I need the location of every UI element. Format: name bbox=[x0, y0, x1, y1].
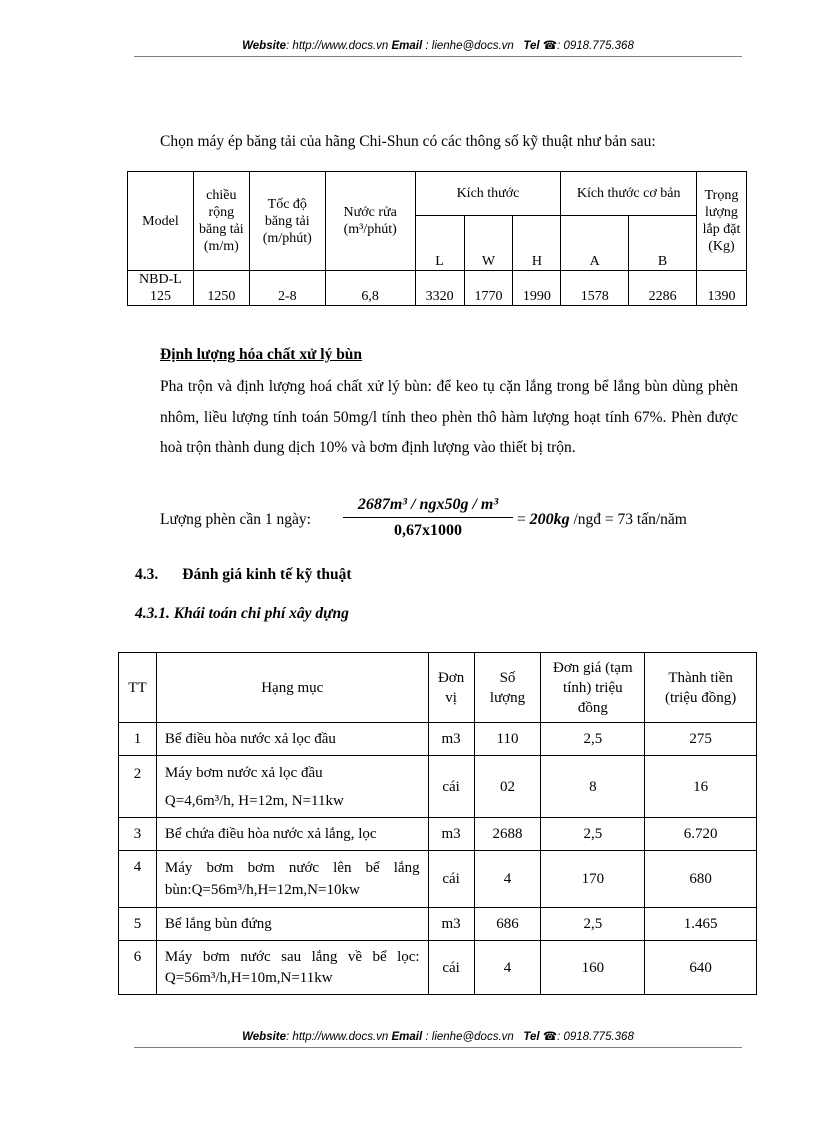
spec-H: 1990 bbox=[513, 271, 561, 306]
cost-unit: cái bbox=[428, 756, 474, 818]
intro-text: Chọn máy ép băng tải của hãng Chi-Shun có các thông số kỹ thuật như bản sau: bbox=[160, 133, 656, 150]
cost-item bbox=[156, 941, 428, 995]
page-footer bbox=[134, 1029, 742, 1043]
spec-W: 1770 bbox=[464, 271, 513, 306]
heading-4-3 bbox=[135, 566, 352, 584]
header-email[interactable]: : lienhe@docs.vn bbox=[425, 40, 514, 52]
cost-qty: 4 bbox=[474, 941, 541, 995]
cost-price: 2,5 bbox=[541, 723, 645, 756]
cost-price: 2,5 bbox=[541, 908, 645, 941]
spec-header-base: Kích thước cơ bản bbox=[561, 172, 697, 216]
header-website-label: Website bbox=[242, 40, 287, 52]
cost-item bbox=[156, 851, 428, 908]
cost-qty: 110 bbox=[474, 723, 541, 756]
section-chem-title: Định lượng hóa chất xử lý bùn bbox=[160, 346, 363, 363]
cost-tt: 2 bbox=[119, 756, 157, 818]
cost-total: 680 bbox=[645, 851, 757, 908]
cost-item-line2: Q=56m³/h,H=10m,N=11kw bbox=[164, 969, 333, 986]
cost-price: 2,5 bbox=[541, 818, 645, 851]
cost-item: Bể chứa điều hòa nước xả lắng, lọc bbox=[156, 818, 428, 851]
spec-header-L: L bbox=[415, 216, 464, 271]
cost-item: Bể điều hòa nước xả lọc đầu bbox=[156, 723, 428, 756]
formula-equals: = bbox=[517, 511, 526, 528]
footer-tel-label: Tel bbox=[523, 1031, 540, 1043]
cost-unit: cái bbox=[428, 851, 474, 908]
cost-price: 160 bbox=[541, 941, 645, 995]
spec-header-W: W bbox=[464, 216, 513, 271]
cost-qty: 4 bbox=[474, 851, 541, 908]
heading-4-3-number: 4.3. bbox=[135, 566, 159, 583]
cost-item: Bể lắng bùn đứng bbox=[156, 908, 428, 941]
cost-tt: 4 bbox=[119, 851, 157, 908]
cost-price: 8 bbox=[541, 756, 645, 818]
cost-unit: cái bbox=[428, 941, 474, 995]
cost-header-price: Đơn giá (tạm tính) triệu đồng bbox=[541, 653, 645, 723]
footer-rule bbox=[134, 1047, 742, 1048]
cost-total: 16 bbox=[645, 756, 757, 818]
section-chem-paragraph: Pha trộn và định lượng hoá chất xử lý bùn: để keo tụ cặn lắng trong bể lắng bùn dùng phèn nhôm, liều lượng tính toán 50mg/l tính theo phèn thô hàm lượng hoạt tính 67%. Phèn được hoà trộn thành dung dịch 10% và bơm định lượng vào thiết bị trộn. bbox=[160, 378, 738, 456]
formula-numerator: 2687m³ / ngx50g / m³ bbox=[343, 496, 513, 518]
spec-B: 2286 bbox=[629, 271, 697, 306]
table-row bbox=[119, 908, 757, 941]
cost-item bbox=[156, 756, 428, 818]
cost-qty: 2688 bbox=[474, 818, 541, 851]
spec-header-A: A bbox=[561, 216, 629, 271]
page-header bbox=[134, 38, 742, 52]
spec-water: 6,8 bbox=[325, 271, 415, 306]
cost-header-qty: Số lượng bbox=[474, 653, 541, 723]
spec-header-H: H bbox=[513, 216, 561, 271]
spec-header-model: Model bbox=[128, 172, 194, 271]
spec-table bbox=[127, 171, 747, 306]
phone-icon: ☎ bbox=[542, 40, 558, 52]
formula-fraction bbox=[343, 496, 513, 540]
formula-denominator: 0,67x1000 bbox=[394, 522, 462, 539]
spec-header-B: B bbox=[629, 216, 697, 271]
cost-total: 640 bbox=[645, 941, 757, 995]
heading-4-3-title: Đánh giá kinh tế kỹ thuật bbox=[182, 566, 352, 583]
header-email-label: Email bbox=[391, 40, 423, 52]
cost-item-line2: Q=4,6m³/h, H=12m, N=11kw bbox=[164, 792, 344, 809]
spec-speed: 2-8 bbox=[249, 271, 325, 306]
cost-qty: 02 bbox=[474, 756, 541, 818]
table-row bbox=[128, 271, 747, 306]
cost-table bbox=[118, 652, 757, 995]
cost-tt: 5 bbox=[119, 908, 157, 941]
footer-tel: : 0918.775.368 bbox=[557, 1031, 634, 1043]
header-rule bbox=[134, 56, 742, 57]
spec-header-size: Kích thước bbox=[415, 172, 561, 216]
cost-item-line1: Máy bơm nước sau lắng về bể lọc: bbox=[164, 948, 420, 965]
formula-label: Lượng phèn cần 1 ngày: bbox=[160, 511, 311, 528]
table-row bbox=[119, 756, 757, 818]
cost-total: 6.720 bbox=[645, 818, 757, 851]
cost-qty: 686 bbox=[474, 908, 541, 941]
cost-item-line2: bùn:Q=56m³/h,H=12m,N=10kw bbox=[164, 882, 360, 898]
phone-icon: ☎ bbox=[542, 1031, 558, 1043]
cost-item-line1: Máy bơm bơm nước lên bể lắng bbox=[164, 860, 420, 876]
cost-unit: m3 bbox=[428, 723, 474, 756]
cost-total: 1.465 bbox=[645, 908, 757, 941]
header-tel: : 0918.775.368 bbox=[557, 40, 634, 52]
formula-tail: /ngđ = 73 tấn/năm bbox=[573, 511, 687, 528]
spec-header-water: Nước rửa (m³/phút) bbox=[325, 172, 415, 271]
cost-tt: 6 bbox=[119, 941, 157, 995]
spec-model: NBD-L 125 bbox=[128, 271, 194, 306]
footer-email[interactable]: : lienhe@docs.vn bbox=[425, 1031, 514, 1043]
spec-width: 1250 bbox=[193, 271, 249, 306]
spec-header-width: chiều rộng băng tải (m/m) bbox=[193, 172, 249, 271]
footer-email-label: Email bbox=[391, 1031, 423, 1043]
cost-header-unit: Đơn vị bbox=[428, 653, 474, 723]
header-website-url[interactable]: : http://www.docs.vn bbox=[286, 40, 389, 52]
cost-header-tt: TT bbox=[119, 653, 157, 723]
formula-result bbox=[517, 511, 687, 529]
table-row bbox=[119, 723, 757, 756]
cost-unit: m3 bbox=[428, 818, 474, 851]
header-tel-label: Tel bbox=[523, 40, 540, 52]
cost-tt: 3 bbox=[119, 818, 157, 851]
table-row bbox=[119, 851, 757, 908]
cost-header-total: Thành tiền (triệu đồng) bbox=[645, 653, 757, 723]
spec-header-weight: Trọng lượng lắp đặt (Kg) bbox=[696, 172, 746, 271]
table-row bbox=[119, 818, 757, 851]
cost-header-item: Hạng mục bbox=[156, 653, 428, 723]
table-row bbox=[119, 941, 757, 995]
cost-tt: 1 bbox=[119, 723, 157, 756]
spec-header-speed: Tốc độ băng tải (m/phút) bbox=[249, 172, 325, 271]
heading-4-3-1: 4.3.1. Khái toán chi phí xây dựng bbox=[135, 605, 349, 622]
footer-website-label: Website bbox=[242, 1031, 287, 1043]
spec-weight: 1390 bbox=[696, 271, 746, 306]
cost-total: 275 bbox=[645, 723, 757, 756]
formula-result-value: 200kg bbox=[529, 511, 570, 528]
spec-A: 1578 bbox=[561, 271, 629, 306]
cost-unit: m3 bbox=[428, 908, 474, 941]
spec-L: 3320 bbox=[415, 271, 464, 306]
cost-price: 170 bbox=[541, 851, 645, 908]
footer-website-url[interactable]: : http://www.docs.vn bbox=[286, 1031, 389, 1043]
cost-item-line1: Máy bơm nước xả lọc đầu bbox=[164, 764, 323, 781]
